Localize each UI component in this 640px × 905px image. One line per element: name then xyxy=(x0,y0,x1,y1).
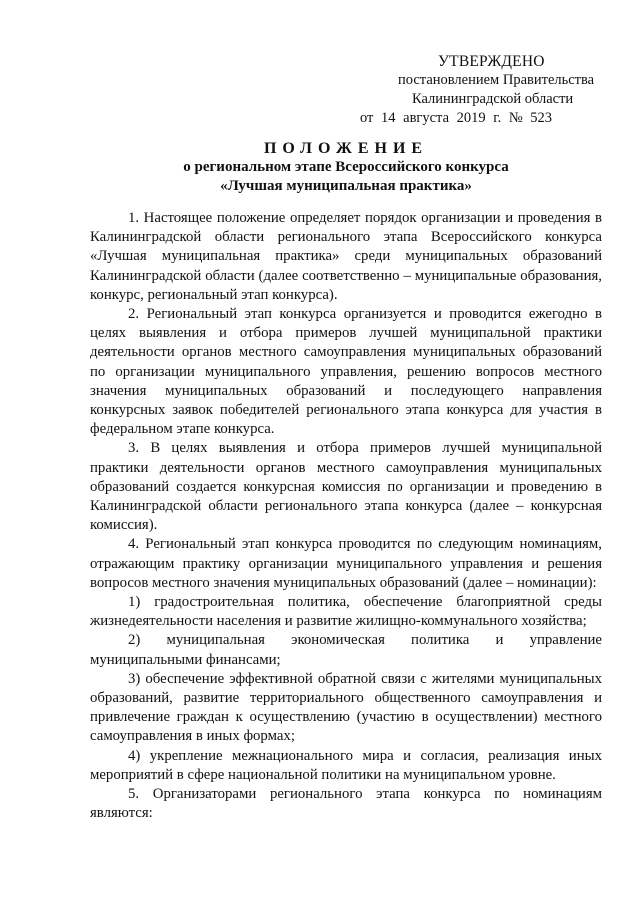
title-contest-name: «Лучшая муниципальная практика» xyxy=(220,178,472,194)
approval-date-number: от 14 августа 2019 г. № 523 xyxy=(360,110,553,126)
document-title xyxy=(90,139,602,196)
paragraph-5: 5. Организаторами регионального этапа конкурса по номинациям являются: xyxy=(90,786,602,822)
paragraph-1: 1. Настоящее положение определяет порядок организации и проведения в Калининградской области регионального этапа Всероссийского конкурса «Лучшая муниципальная практика» среди муниципальных образований Калининградской области (далее соответственно – муниципальные образования, конкурс, региональный этап конкурса). xyxy=(90,210,602,303)
paragraph-2: 2. Региональный этап конкурса организуется и проводится ежегодно в целях выявления и отбора примеров лучшей муниципальной практики деятельности органов местного самоуправления муниципальных образований по организации муниципального управления, решению вопросов местного значения муниципальных образований и последующего направления конкурсных заявок победителей регионального этапа конкурса для участия в федеральном этапе конкурса. xyxy=(90,306,602,438)
approval-resolution: постановлением Правительства xyxy=(398,72,595,88)
title-subject: о региональном этапе Всероссийского конкурса xyxy=(183,159,509,175)
approval-region: Калининградской области xyxy=(412,91,574,107)
paragraph-3: 3. В целях выявления и отбора примеров лучшей муниципальной практики деятельности органов местного самоуправления муниципальных образований создается конкурсная комиссия по организации и проведению в Калининградской области регионального этапа конкурса (далее – конкурсная комиссия). xyxy=(90,440,602,534)
paragraph-4: 4. Региональный этап конкурса проводится по следующим номинациям, отражающим практику организации муниципального управления и решения вопросов местного значения муниципальных образований (далее – номинации): xyxy=(90,536,602,591)
nomination-2: 2) муниципальная экономическая политика и управление муниципальными финансами; xyxy=(90,632,602,668)
approval-stamp xyxy=(360,52,610,128)
nomination-1: 1) градостроительная политика, обеспечение благоприятной среды жизнедеятельности населения и развитие жилищно-коммунального хозяйства; xyxy=(90,594,602,630)
nomination-4: 4) укрепление межнационального мира и согласия, реализация иных мероприятий в сфере национальной политики на муниципальном уровне. xyxy=(90,747,602,783)
document-body xyxy=(90,209,602,824)
title-heading: ПОЛОЖЕНИЕ xyxy=(263,140,429,157)
nomination-3: 3) обеспечение эффективной обратной связи с жителями муниципальных образований, развитие территориального общественного самоуправления и привлечение граждан к осуществлению (участию в осуществлении) местного самоуправления в иных формах; xyxy=(90,670,602,745)
approval-title: УТВЕРЖДЕНО xyxy=(438,53,545,70)
